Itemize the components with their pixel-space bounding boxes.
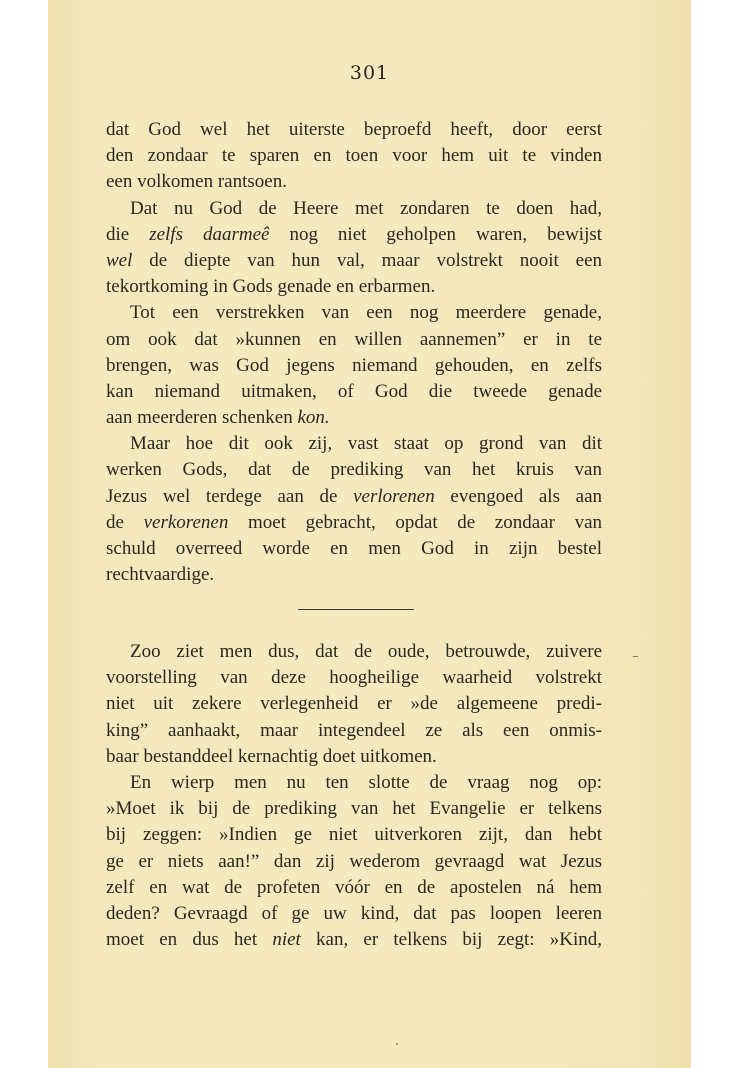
text-line: [106, 222, 602, 248]
text-line: [106, 248, 602, 274]
text-line: [106, 484, 602, 510]
text-line: den zondaar te sparen en toen voor hem uit te vinden: [106, 145, 602, 167]
page-number: 301: [349, 62, 390, 84]
text-line: ge er niets aan!” dan zij wederom gevraagd wat Jezus: [106, 850, 602, 872]
italic-fragment: kon.: [297, 407, 330, 429]
text-fragment: de diepte van hun val, maar volstrekt nooit een: [149, 249, 603, 271]
text-line: werken Gods, dat de prediking van het kruis van: [106, 459, 602, 481]
text-block-lower: [106, 639, 602, 953]
text-fragment: nog niet geholpen waren, bewijst: [289, 223, 603, 245]
italic-fragment: zelfs daarmeê: [149, 223, 270, 245]
text-line: voorstelling van deze hoogheilige waarheid volstrekt: [106, 667, 602, 689]
text-line: [106, 510, 602, 536]
paper-speck: [396, 1043, 398, 1045]
text-line: niet uit zekere verlegenheid er »de algemeene predi-: [106, 693, 602, 715]
text-line: Zoo ziet men dus, dat de oude, betrouwde, zuivere: [130, 641, 602, 662]
text-line: een volkomen rantsoen.: [106, 171, 287, 193]
text-block-upper: [106, 117, 602, 588]
text-line: [106, 405, 602, 431]
italic-fragment: verkorenen: [143, 511, 229, 533]
text-line: [106, 927, 602, 953]
text-line: bij zeggen: »Indien ge niet uitverkoren zijt, dan hebt: [106, 824, 602, 846]
margin-mark: [633, 656, 638, 657]
text-fragment: kan, er telkens bij zegt: »Kind,: [316, 929, 603, 951]
text-line: rechtvaardige.: [106, 564, 215, 586]
text-line: brengen, was God jegens niemand gehouden, en zelfs: [106, 354, 602, 376]
text-line: deden? Gevraagd of ge uw kind, dat pas loopen leeren: [106, 902, 602, 924]
text-line: kan niemand uitmaken, of God die tweede genade: [106, 380, 602, 402]
text-fragment: aan meerderen schenken: [106, 407, 293, 429]
text-line: om ook dat »kunnen en willen aannemen” er in te: [106, 328, 602, 350]
text-fragment: Jezus wel terdege aan de: [106, 485, 338, 507]
text-line: dat God wel het uiterste beproefd heeft, door eerst: [106, 119, 602, 140]
text-line: baar bestanddeel kernachtig doet uitkomen.: [106, 745, 437, 767]
text-fragment: moet en dus het: [106, 929, 258, 951]
text-fragment: moet gebracht, opdat de zondaar van: [247, 511, 603, 533]
section-divider: [298, 609, 414, 610]
text-fragment: evengoed als aan: [450, 485, 603, 507]
italic-fragment: verlorenen: [353, 485, 435, 507]
italic-fragment: niet: [272, 929, 301, 951]
text-fragment: die: [106, 223, 130, 245]
text-line: Maar hoe dit ook zij, vast staat op grond van dit: [130, 433, 602, 455]
text-line: zelf en wat de profeten vóór en de apostelen ná hem: [106, 876, 602, 898]
text-line: »Moet ik bij de prediking van het Evangelie er telkens: [106, 798, 602, 820]
book-page: [48, 0, 691, 1068]
text-line: schuld overreed worde en men God in zijn bestel: [106, 538, 602, 559]
text-line: En wierp men nu ten slotte de vraag nog op:: [130, 771, 602, 793]
text-line: Tot een verstrekken van een nog meerdere genade,: [130, 302, 602, 324]
text-line: king” aanhaakt, maar integendeel ze als een onmis-: [106, 719, 602, 741]
text-fragment: de: [106, 511, 124, 533]
text-line: Dat nu God de Heere met zondaren te doen had,: [130, 197, 602, 219]
text-line: tekortkoming in Gods genade en erbarmen.: [106, 276, 436, 298]
italic-fragment: wel: [106, 249, 133, 271]
